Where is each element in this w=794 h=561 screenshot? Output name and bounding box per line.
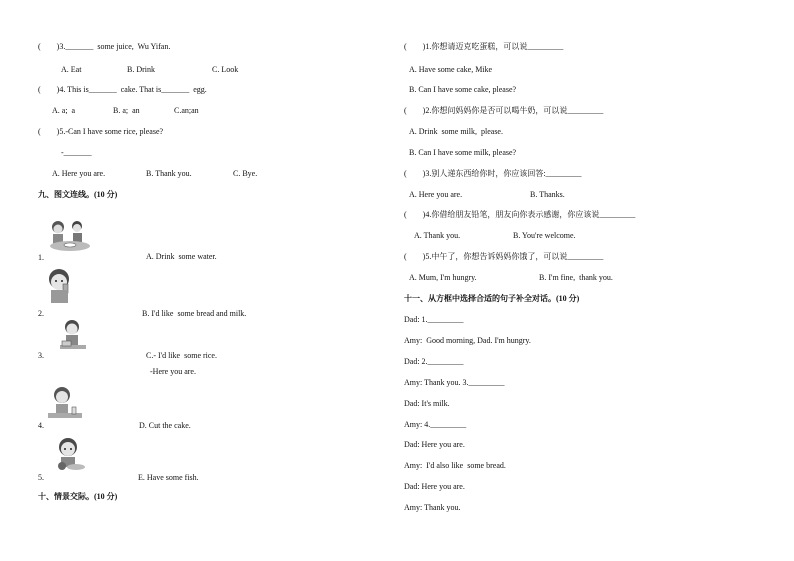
boy-cutting-cake-picture <box>56 318 88 356</box>
match-number-3: 3. <box>38 351 44 360</box>
match-option-e: E. Have some fish. <box>138 473 199 482</box>
q3-option-c: C. Look <box>212 65 239 74</box>
match-number-4: 4. <box>38 421 44 430</box>
dialog-line: Amy: Thank you. <box>404 503 461 512</box>
match-number-5: 5. <box>38 473 44 482</box>
r-q4-option-a: A. Thank you. <box>414 231 461 240</box>
r-q2-stem: ( )2.你想问妈妈你是否可以喝牛奶，可以说_________ <box>404 106 604 115</box>
match-number-2: 2. <box>38 309 44 318</box>
boy-drinking-picture <box>44 268 76 304</box>
r-q5-option-b: B. I'm fine, thank you. <box>539 273 613 282</box>
r-q5-stem: ( )5.中午了，你想告诉妈妈你饿了，可以说_________ <box>404 252 604 261</box>
match-option-c: C.- I'd like some rice. <box>146 351 217 360</box>
q5-answer-blank: -_______ <box>61 148 92 157</box>
match-option-d: D. Cut the cake. <box>139 421 191 430</box>
family-eating-picture <box>44 218 96 254</box>
r-q3-stem: ( )3.别人递东西给你时，你应该回答:_________ <box>404 169 582 178</box>
girl-fish-picture <box>52 436 88 474</box>
dialog-line: Amy: I'd also like some bread. <box>404 461 506 470</box>
dialog-line: Dad: Here you are. <box>404 440 465 449</box>
dialog-line: Amy: 4._________ <box>404 420 467 429</box>
dialog-line: Dad: Here you are. <box>404 482 465 491</box>
r-q1-stem: ( )1.你想请迈克吃蛋糕，可以说_________ <box>404 42 564 51</box>
match-number-1: 1. <box>38 253 44 262</box>
r-q4-option-b: B. You're welcome. <box>513 231 576 240</box>
q4-option-c: C.an;an <box>174 106 199 115</box>
r-q5-option-a: A. Mum, I'm hungry. <box>409 273 477 282</box>
r-q3-option-b: B. Thanks. <box>530 190 565 199</box>
girl-eating-picture <box>44 385 84 423</box>
q4-option-a: A. a; a <box>52 106 76 115</box>
match-option-a: A. Drink some water. <box>146 252 217 261</box>
section-9-title: 九、图文连线。(10 分) <box>38 190 118 199</box>
r-q1-option-b: B. Can I have some cake, please? <box>409 85 517 94</box>
dialog-line: Dad: 1._________ <box>404 315 464 324</box>
r-q2-option-a: A. Drink some milk, please. <box>409 127 503 136</box>
r-q3-option-a: A. Here you are. <box>409 190 463 199</box>
q4-option-b: B. a; an <box>113 106 140 115</box>
section-11-title: 十一、从方框中选择合适的句子补全对话。(10 分) <box>404 294 580 303</box>
q5-option-b: B. Thank you. <box>146 169 192 178</box>
q3-stem: ( )3._______ some juice, Wu Yifan. <box>38 42 171 51</box>
r-q2-option-b: B. Can I have some milk, please? <box>409 148 517 157</box>
r-q4-stem: ( )4.你借给朋友铅笔，朋友向你表示感谢，你应该说_________ <box>404 210 636 219</box>
section-10-title: 十、情景交际。(10 分) <box>38 492 118 501</box>
r-q1-option-a: A. Have some cake, Mike <box>409 65 493 74</box>
q3-option-b: B. Drink <box>127 65 155 74</box>
q5-option-c: C. Bye. <box>233 169 258 178</box>
match-option-b: B. I'd like some bread and milk. <box>142 309 247 318</box>
q4-stem: ( )4. This is_______ cake. That is_______ egg. <box>38 85 207 94</box>
q3-option-a: A. Eat <box>61 65 82 74</box>
match-option-c-reply: -Here you are. <box>150 367 196 376</box>
dialog-line: Amy: Thank you. 3._________ <box>404 378 505 387</box>
q5-stem: ( )5.-Can I have some rice, please? <box>38 127 164 136</box>
dialog-line: Dad: It's milk. <box>404 399 450 408</box>
dialog-line: Amy: Good morning, Dad. I'm hungry. <box>404 336 531 345</box>
q5-option-a: A. Here you are. <box>52 169 106 178</box>
dialog-line: Dad: 2._________ <box>404 357 464 366</box>
